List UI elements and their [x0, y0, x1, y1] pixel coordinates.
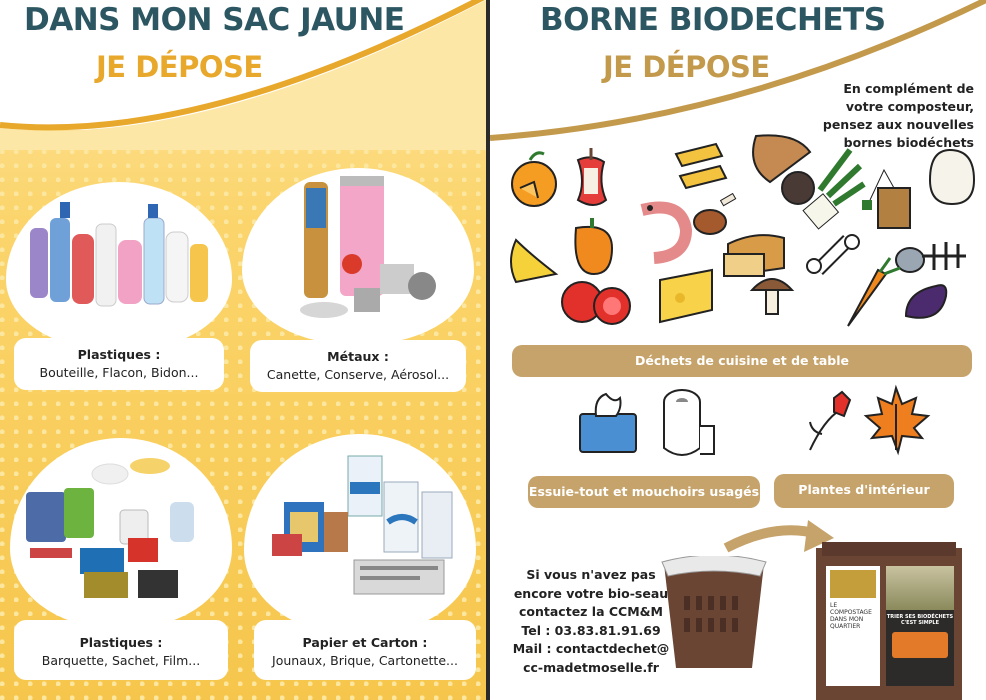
paper-roll-icon [660, 386, 720, 462]
page-title: DANS MON SAC JAUNE [24, 2, 405, 38]
tomato-icon [562, 282, 630, 324]
card-items: Bouteille, Flacon, Bidon... [39, 365, 199, 380]
contact-email: Mail : contactdechet@ [512, 641, 670, 656]
bone-icon [807, 235, 859, 273]
chicken-leg-icon [694, 194, 736, 234]
contact-phone: Tel : 03.83.81.91.69 [521, 622, 661, 638]
plant-waste-label: Plantes d'intérieur fanées [774, 474, 954, 508]
mushroom-icon [752, 279, 792, 314]
banana-peel-icon [511, 240, 556, 282]
shrimp-icon [642, 205, 686, 258]
fish-bone-icon [896, 242, 966, 272]
kiosk-lid [822, 542, 956, 556]
kiosk-sign-line: TRIER SES BIODÉCHETS [886, 614, 954, 620]
card-title: Plastiques : [77, 347, 161, 362]
bio-bucket-icon [660, 556, 770, 672]
tea-bag-icon [862, 170, 910, 228]
card-caption-plastic-bottles [14, 338, 224, 390]
kiosk-side-text: LE COMPOSTAGE DANS MON QUARTIER [830, 602, 872, 630]
yellow-bag-panel [0, 0, 486, 700]
card-caption-paper-carton [254, 620, 476, 680]
contact-line: Si vous n'avez pas [526, 567, 656, 582]
page-title: BORNE BIODECHETS [540, 2, 886, 38]
plastic-bottles-icon [20, 188, 220, 328]
bread-icon [724, 235, 784, 276]
kiosk-side-panel [826, 566, 880, 686]
card-title: Papier et Carton : [302, 635, 428, 650]
contact-email: cc-madetmoselle.fr [523, 659, 659, 675]
food-waste-icons [490, 130, 986, 340]
kiosk-sign-line: C'EST SIMPLE [900, 620, 940, 626]
biowaste-kiosk [816, 548, 962, 700]
paper-carton-icon [264, 452, 464, 612]
eggplant-icon [906, 285, 946, 318]
intro-line: pensez aux nouvelles [822, 117, 974, 132]
card-items: Barquette, Sachet, Film... [41, 653, 201, 668]
card-title: Plastiques : [79, 635, 163, 650]
page-subtitle: JE DÉPOSE [96, 50, 263, 84]
contact-line: encore votre bio-seau [513, 585, 669, 601]
card-title: Métaux : [327, 349, 389, 364]
eggshell-icon [930, 150, 974, 204]
autumn-leaf-icon [862, 384, 932, 458]
biowaste-panel [490, 0, 986, 700]
card-caption-metals [250, 340, 466, 392]
pasta-icon [676, 144, 726, 188]
contact-info [498, 566, 684, 677]
intro-line: bornes biodéchets [843, 135, 974, 150]
cheese-icon [660, 270, 712, 322]
plastic-packaging-icon [20, 452, 230, 622]
tissue-waste-label: Essuie-tout et mouchoirs usagés [528, 476, 760, 508]
tissue-box-icon [576, 388, 640, 458]
page-subtitle: JE DÉPOSE [603, 50, 770, 84]
card-caption-plastic-packaging [14, 620, 228, 680]
card-items: Jounaux, Brique, Cartonette... [272, 653, 458, 668]
kiosk-front-panel [886, 566, 954, 686]
contact-line: contactez la CCM&M [519, 604, 663, 619]
carrot-icon [848, 258, 900, 326]
orange-icon [512, 153, 556, 206]
metal-cans-icon [290, 168, 450, 328]
pepper-icon [575, 218, 612, 274]
plum-icon [782, 172, 814, 204]
intro-line: En complément de [843, 81, 974, 96]
intro-line: votre composteur, [845, 99, 974, 114]
apple-core-icon [578, 148, 606, 205]
wilted-flower-icon [800, 386, 860, 456]
card-items: Canette, Conserve, Aérosol... [266, 367, 450, 382]
kiosk-sign [886, 614, 954, 626]
kitchen-waste-label: Déchets de cuisine et de table [512, 345, 972, 377]
